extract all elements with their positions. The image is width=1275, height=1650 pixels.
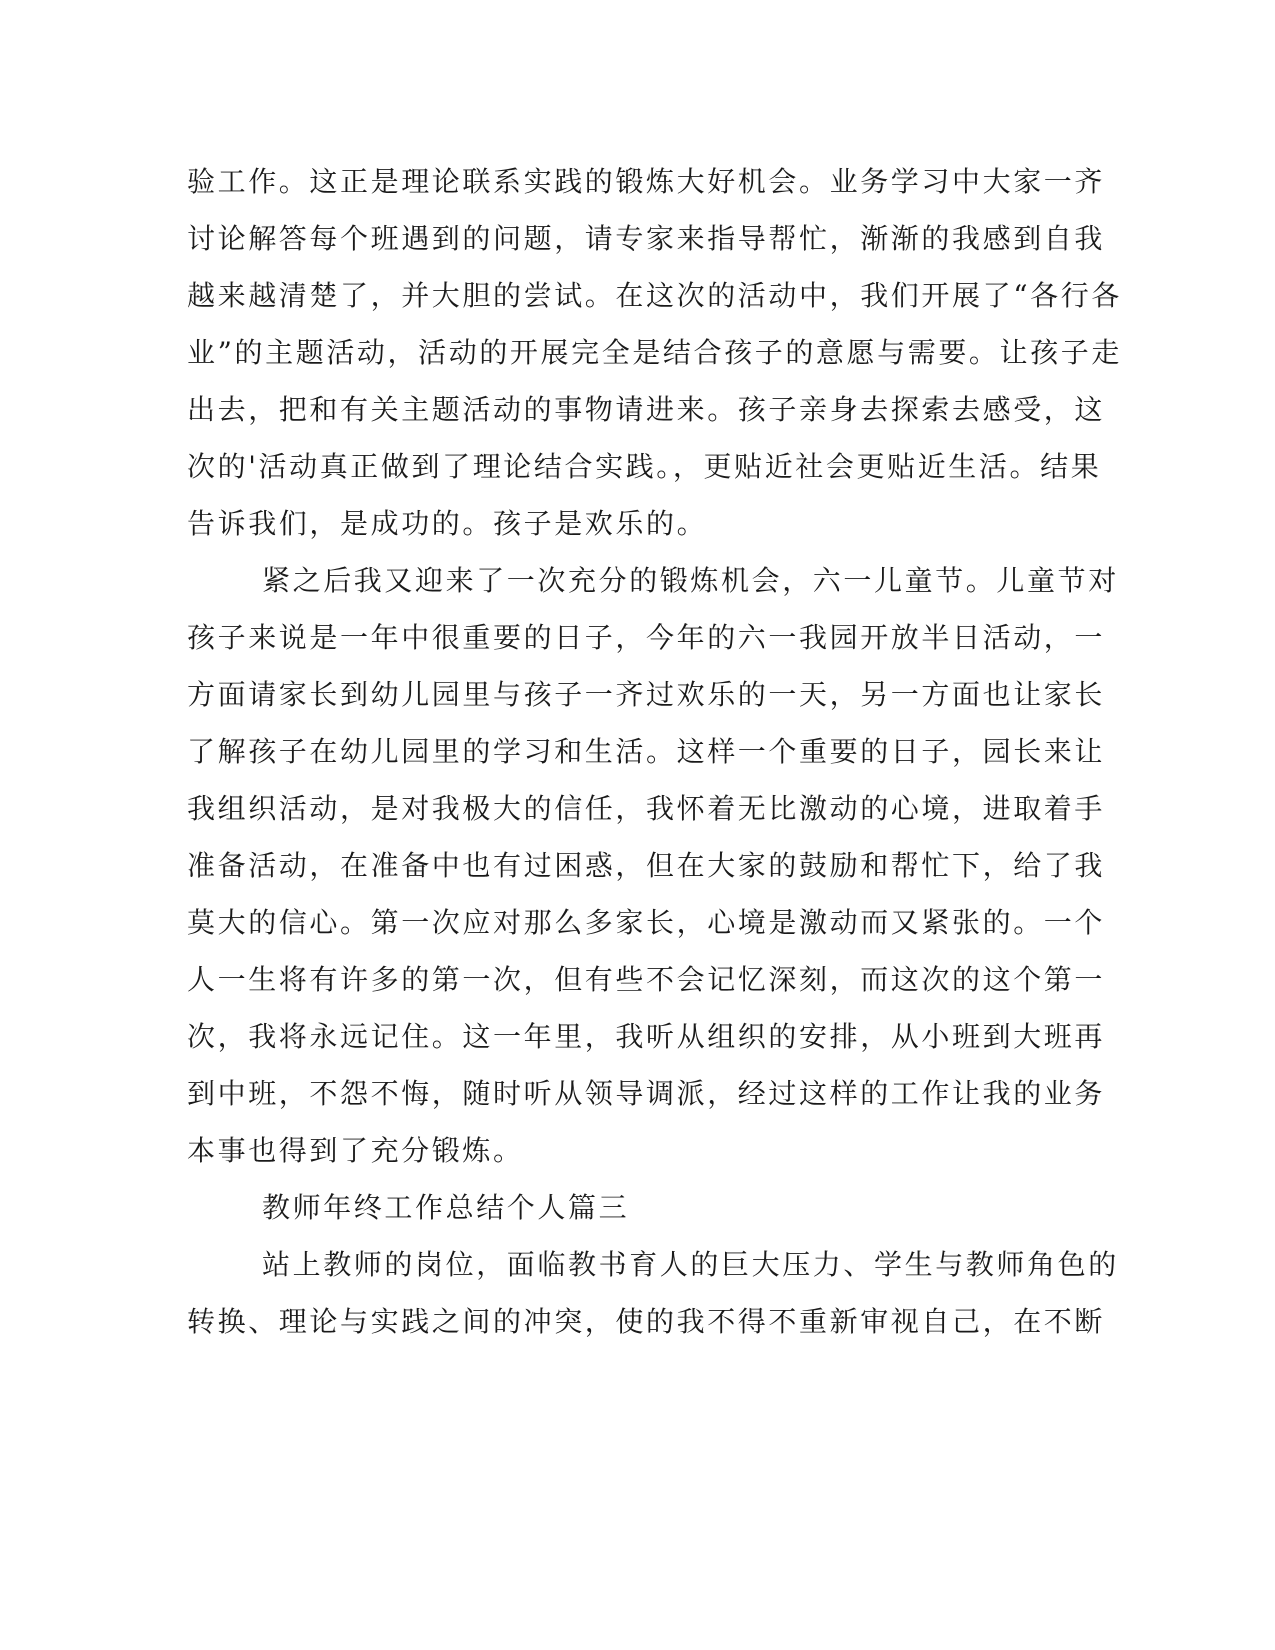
paragraph-line: 讨论解答每个班遇到的问题，请专家来指导帮忙，渐渐的我感到自我: [187, 222, 1106, 255]
paragraph-line: 站上教师的岗位，面临教书育人的巨大压力、学生与教师角色的: [262, 1248, 1119, 1281]
paragraph-line: 次，我将永远记住。这一年里，我听从组织的安排，从小班到大班再: [187, 1020, 1106, 1053]
paragraph-line: 方面请家长到幼儿园里与孩子一齐过欢乐的一天，另一方面也让家长: [187, 678, 1106, 711]
paragraph-line: 紧之后我又迎来了一次充分的锻炼机会，六一儿童节。儿童节对: [262, 564, 1119, 597]
paragraph-line: 验工作。这正是理论联系实践的锻炼大好机会。业务学习中大家一齐: [187, 165, 1106, 198]
paragraph-line: 本事也得到了充分锻炼。: [187, 1134, 524, 1167]
paragraph-line: 越来越清楚了，并大胆的尝试。在这次的活动中，我们开展了“各行各: [187, 279, 1122, 312]
paragraph-line: 业”的主题活动，活动的开展完全是结合孩子的意愿与需要。让孩子走: [187, 336, 1122, 369]
paragraph-line: 了解孩子在幼儿园里的学习和生活。这样一个重要的日子，园长来让: [187, 735, 1106, 768]
paragraph-line: 我组织活动，是对我极大的信任，我怀着无比激动的心境，进取着手: [187, 792, 1106, 825]
paragraph-line: 次的'活动真正做到了理论结合实践。，更贴近社会更贴近生活。结果: [187, 450, 1102, 483]
paragraph-line: 莫大的信心。第一次应对那么多家长，心境是激动而又紧张的。一个: [187, 906, 1106, 939]
paragraph-line: 孩子来说是一年中很重要的日子，今年的六一我园开放半日活动，一: [187, 621, 1106, 654]
paragraph-line: 到中班，不怨不悔，随时听从领导调派，经过这样的工作让我的业务: [187, 1077, 1106, 1110]
paragraph-line: 告诉我们，是成功的。孩子是欢乐的。: [187, 507, 708, 540]
paragraph-line: 转换、理论与实践之间的冲突，使的我不得不重新审视自己，在不断: [187, 1305, 1106, 1338]
paragraph-line: 人一生将有许多的第一次，但有些不会记忆深刻，而这次的这个第一: [187, 963, 1106, 996]
paragraph-line: 出去，把和有关主题活动的事物请进来。孩子亲身去探索去感受，这: [187, 393, 1106, 426]
section-heading: 教师年终工作总结个人篇三: [262, 1191, 630, 1224]
paragraph-line: 准备活动，在准备中也有过困惑，但在大家的鼓励和帮忙下，给了我: [187, 849, 1106, 882]
